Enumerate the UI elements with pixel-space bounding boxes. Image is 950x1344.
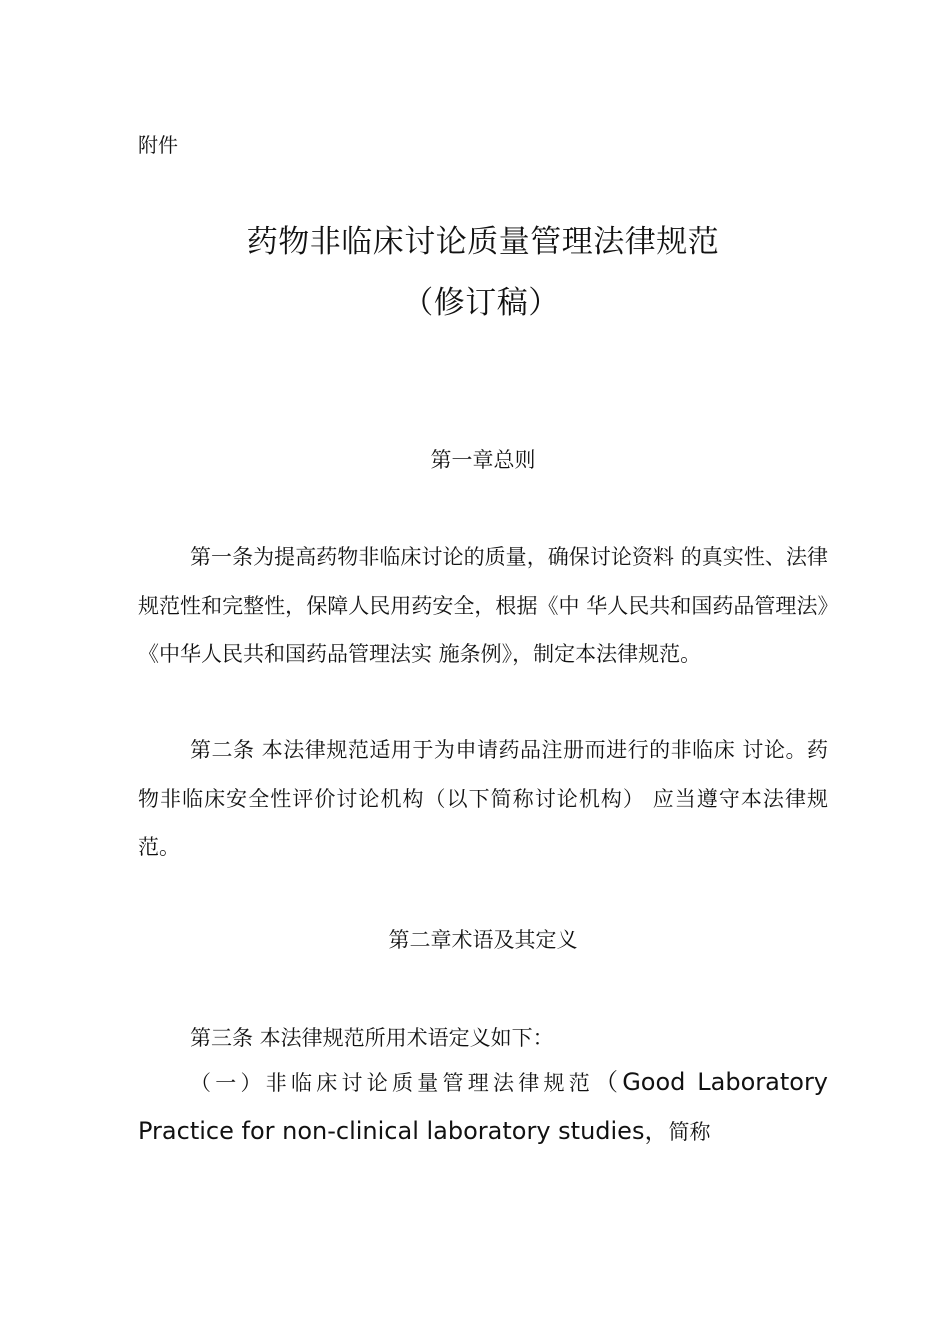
attachment-label: 附件 — [138, 133, 178, 157]
article-paragraph: 第二条 本法律规范适用于为申请药品注册而进行的非临床 讨论。药物非临床安全性评价讨论机构（以下简称讨论机构） 应当遵守本法律规范。 — [138, 738, 828, 859]
definition-item — [138, 1058, 828, 1156]
document-title: 药物非临床讨论质量管理法律规范 — [246, 224, 720, 260]
definition-item-chinese: （一）非临床讨论质量管理法律规范 — [190, 1071, 594, 1095]
definition-item-tail: 简称 — [668, 1120, 711, 1144]
document-subtitle: （修订稿） — [402, 285, 560, 321]
article-paragraph: 第三条 本法律规范所用术语定义如下： — [190, 1026, 554, 1050]
chapter-heading: 第一章总则 — [430, 448, 536, 472]
definition-item-english: （Good Laboratory Practice for non-clinical laboratory studies， — [138, 1068, 829, 1145]
article-paragraph: 第一条为提高药物非临床讨论的质量，确保讨论资料 的真实性、法律规范性和完整性，保障人民用药安全，根据《中 华人民共和国药品管理法》《中华人民共和国药品管理法实 施条例》，制定本法律规范。 — [138, 545, 828, 666]
chapter-heading: 第二章术语及其定义 — [388, 928, 578, 952]
